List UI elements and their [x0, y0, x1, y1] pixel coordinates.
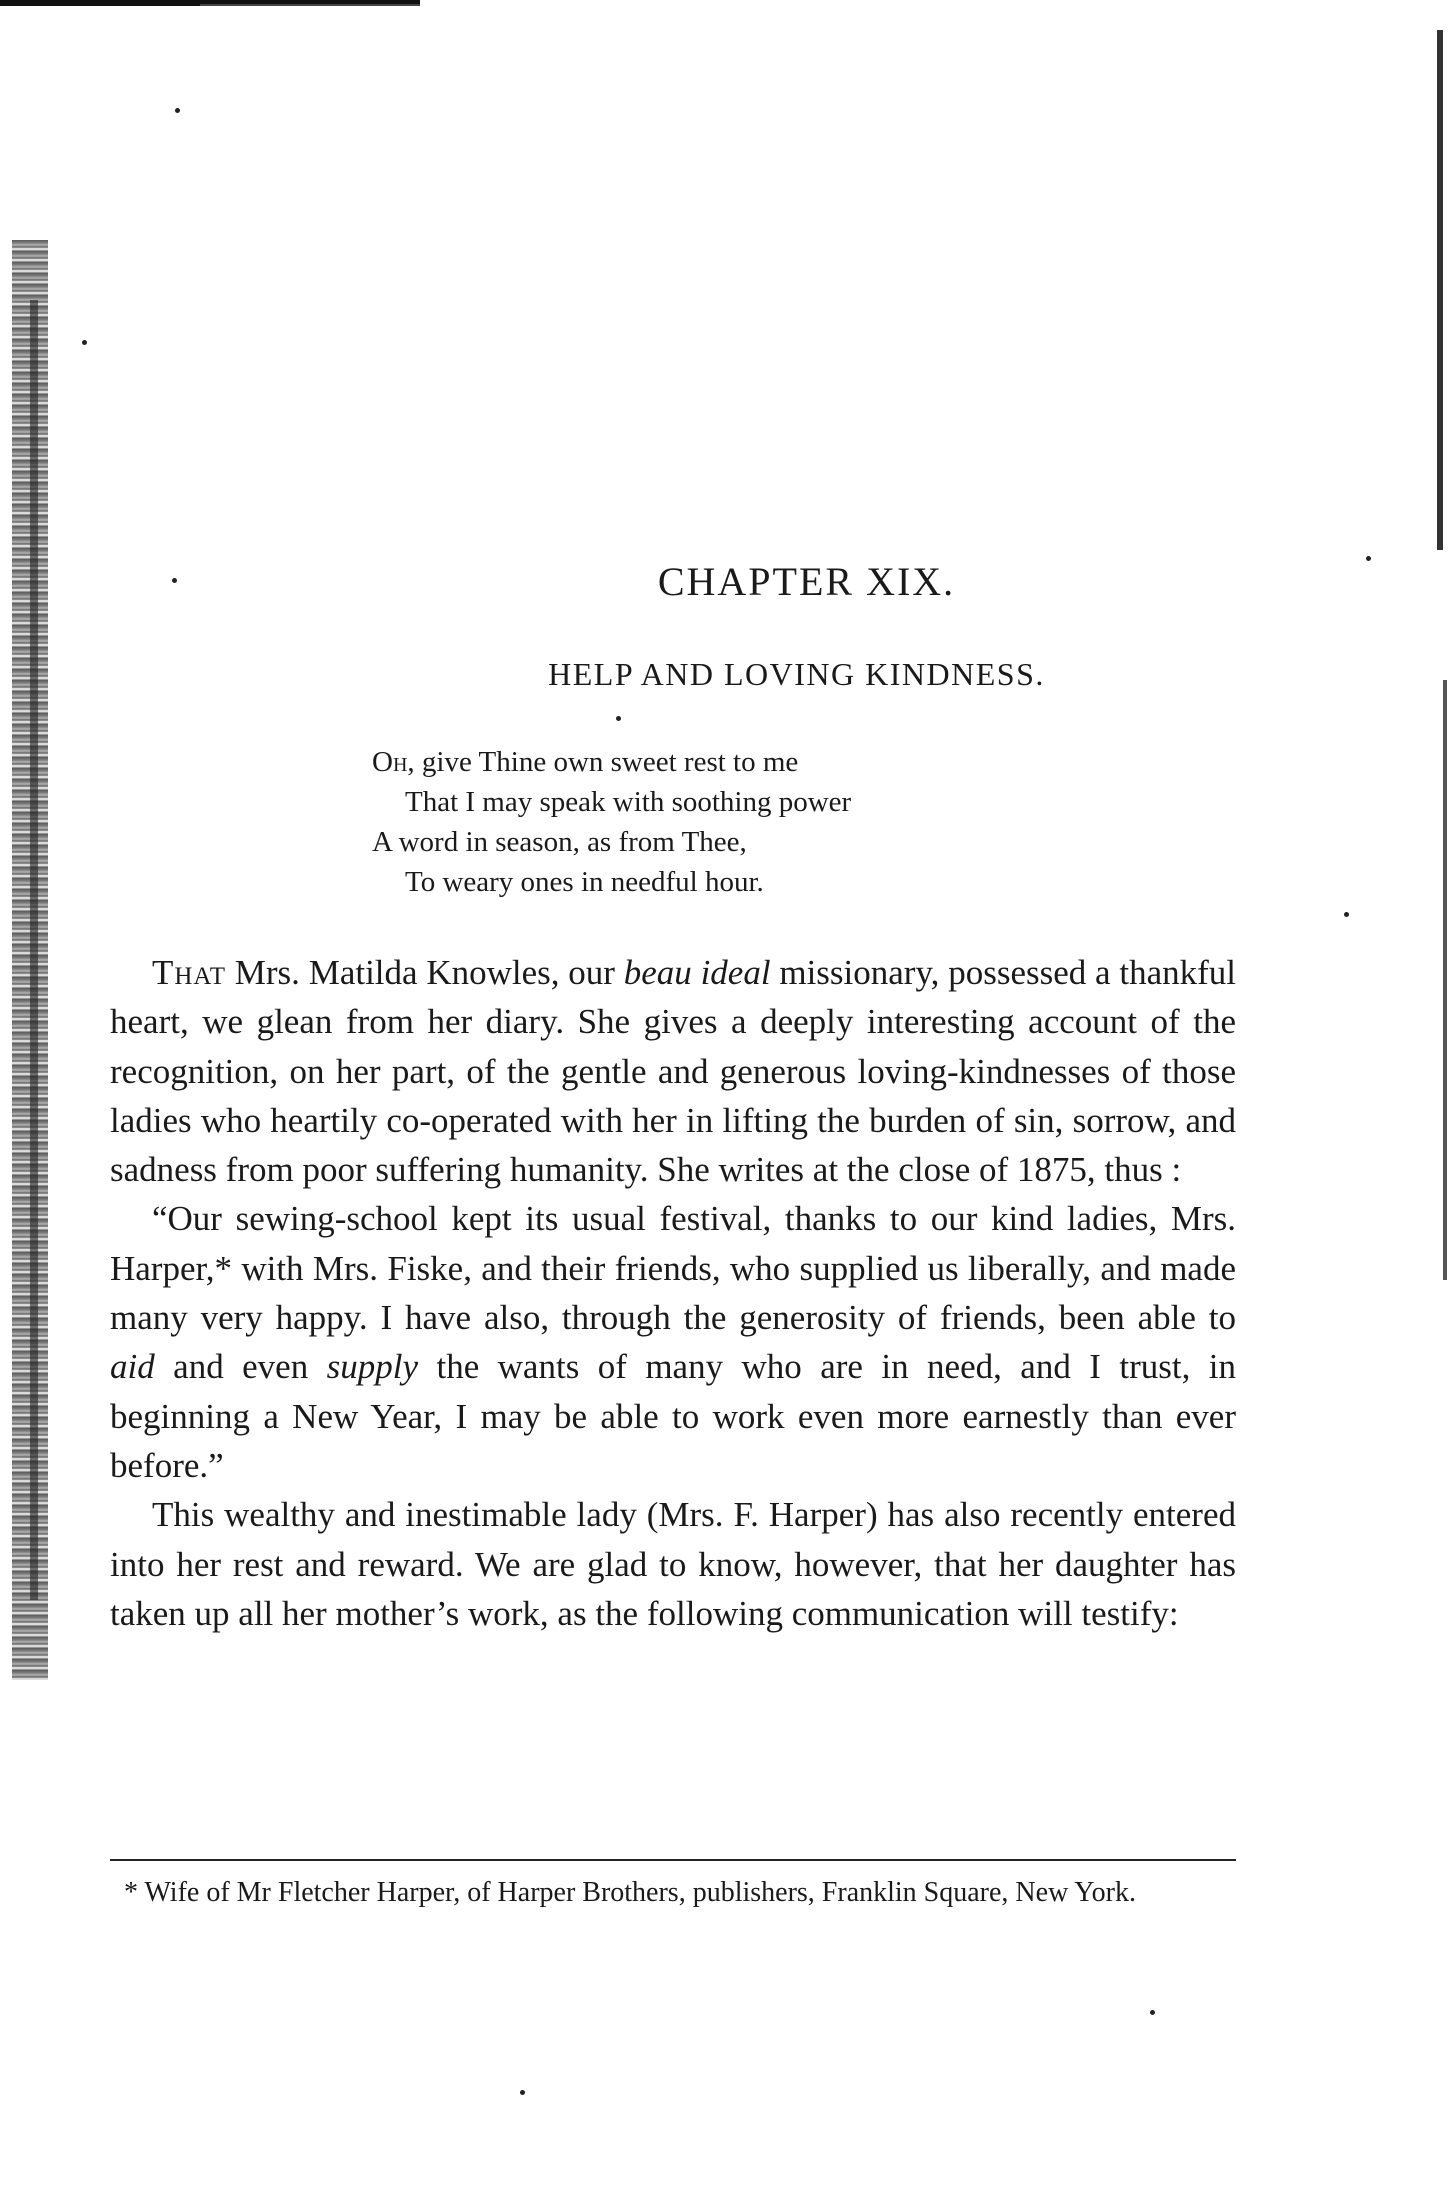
body-text [110, 948, 1236, 1638]
scan-speck [1150, 2010, 1155, 2015]
chapter-subtitle: HELP AND LOVING KINDNESS. [548, 656, 1045, 692]
paragraph-2-emphasis-supply: supply [326, 1347, 419, 1387]
chapter-title: CHAPTER XIX. [657, 559, 956, 604]
epigraph-line-4: To weary ones in needful hour. [405, 866, 764, 898]
epigraph-line-2: That I may speak with soothing power [405, 786, 852, 818]
paragraph-1-text-a: Mrs. Matilda Knowles, our [226, 953, 624, 992]
scan-speck [1344, 912, 1349, 917]
paragraph-2-text-a: “Our sewing-school kept its usual festival, thanks to our kind ladies, Mrs. Harper,* with Mrs. Fiske, and their friends, who supplied us liberally, and made many very happy. I have also, through the generosity of friends, been able to [110, 1199, 1236, 1338]
paragraph-2 [110, 1194, 1236, 1490]
scan-right-edge-lower [1443, 680, 1447, 1280]
scan-top-rule-thin [200, 4, 420, 6]
epigraph-line-1 [372, 742, 851, 782]
footnote-text: * Wife of Mr Fletcher Harper, of Harper Brothers, publishers, Franklin Square, New York. [124, 1877, 1137, 1908]
paragraph-1-lead: That [152, 953, 226, 992]
epigraph-line-1-rest: give Thine own sweet rest to me [414, 746, 799, 778]
scan-left-binding-shadow [30, 300, 38, 1600]
scan-right-edge-upper [1437, 30, 1443, 550]
paragraph-2-text-c: the wants of many who are in need, and I trust, in beginning a New Year, I may be able to work even more earnestly than ever before.” [110, 1347, 1236, 1485]
epigraph-line-3: A word in season, as from Thee, [372, 826, 747, 858]
footnote-divider [110, 1859, 1236, 1861]
epigraph-line-1-lead: Oh, [372, 746, 415, 778]
footnote [110, 1872, 1236, 1914]
scan-speck [616, 716, 621, 721]
scan-speck [520, 2090, 525, 2095]
scan-speck [175, 108, 180, 113]
paragraph-2-emphasis-aid: aid [110, 1347, 155, 1387]
epigraph-poem [372, 742, 851, 902]
paragraph-1-emphasis: beau ideal [623, 953, 771, 992]
paragraph-1 [110, 948, 1236, 1194]
paragraph-3: This wealthy and inestimable lady (Mrs. F. Harper) has also recently entered into her rest and reward. We are glad to know, however, that her daughter has taken up all her mother’s work, as the following communication will testify: [110, 1495, 1236, 1633]
scan-speck [82, 340, 87, 345]
paragraph-2-text-b: and even [154, 1347, 327, 1387]
paragraph-1-text-b: missionary, possessed a thankful heart, we glean from her diary. She gives a deeply interesting account of the recognition, on her part, of the gentle and generous loving-kindnesses of those ladies who heartily co-operated with her in lifting the burden of sin, sorrow, and sadness from poor suffering humanity. She writes at the close of 1875, thus : [110, 953, 1236, 1190]
